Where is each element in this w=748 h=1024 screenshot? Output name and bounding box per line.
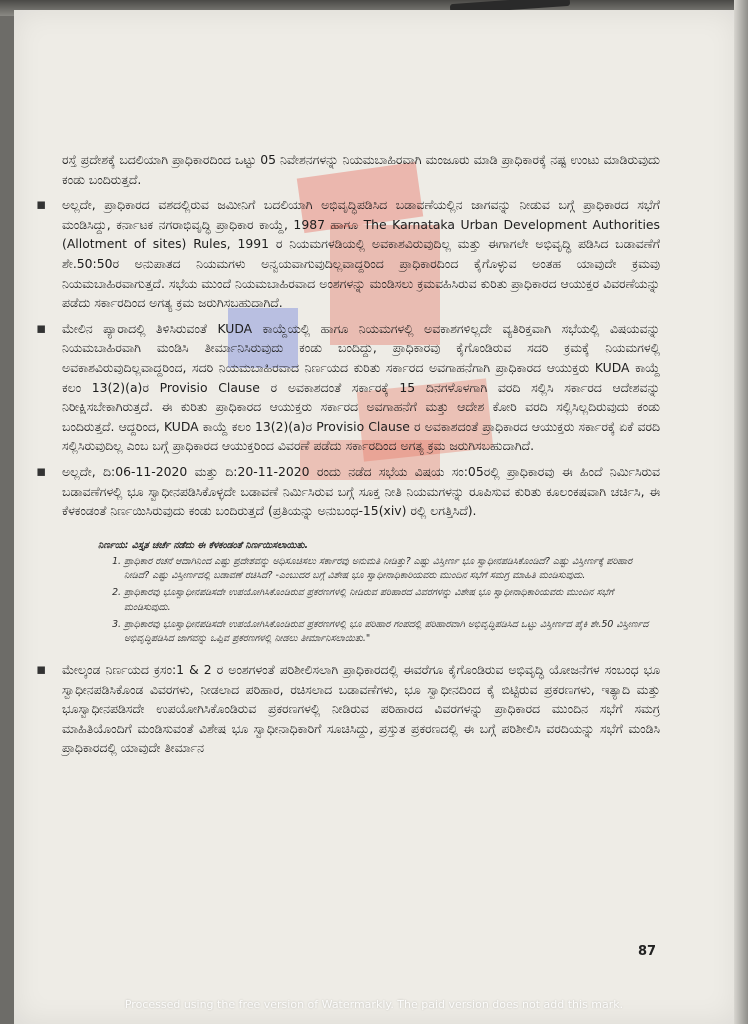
bullet-icon: ▪ (36, 195, 47, 214)
bullet-icon: ▪ (36, 461, 47, 480)
watermark-text: Processed using the free version of Watermarkly. The paid version does not add this mark. (124, 998, 624, 1011)
paragraph-text: ಮೇಲಿನ ಪ್ಯಾರಾದಲ್ಲಿ ತಿಳಿಸಿರುವಂತೆ KUDA ಕಾಯ್ದೆಯಲ್ಲಿ ಹಾಗೂ ನಿಯಮಗಳಲ್ಲಿ ಅವಕಾಶಗಳಿಲ್ಲದೇ ವ್ಯತಿರಿಕ್ತವಾಗಿ ಸಭೆಯಲ್ಲಿ ವಿಷಯವನ್ನು ನಿಯಮಬಾಹಿರವಾಗಿ ಮಂಡಿಸಿ ತೀರ್ಮಾನಿಸಿರುವುದು ಕಂಡು ಬಂದಿದ್ದು, ಪ್ರಾಧಿಕಾರವು ಕೈಗೊಂಡಿರುವ ಸದರಿ ಕ್ರಮಕ್ಕೆ ನಿಯಮಗಳಲ್ಲಿ ಅವಕಾಶವಿರುವುದಿಲ್ಲವಾದ್ದರಿಂದ, ಸದರಿ ನಿಯಮಬಾಹಿರವಾದ ನಿರ್ಣಯದ ಕುರಿತು ಸರ್ಕಾರದ ಅವಗಾಹನೆಗಾಗಿ ಪ್ರಾಧಿಕಾರದ ಆಯುಕ್ತರು KUDA ಕಾಯ್ದೆ ಕಲಂ 13(2)(a)ರ Provisio Clause ರ ಅವಕಾಶದಂತೆ ಸರ್ಕಾರಕ್ಕೆ 15 ದಿನಗಳೊಳಗಾಗಿ ವರದಿ ಸಲ್ಲಿಸಿ ಸರ್ಕಾರದ ಆದೇಶವನ್ನು ನಿರೀಕ್ಷಿಸಬೇಕಾಗಿರುತ್ತದೆ. ಈ ಕುರಿತು ಪ್ರಾಧಿಕಾರದ ಆಯುಕ್ತರು ಸರ್ಕಾರದ ಅವಗಾಹನೆಗೆ ಮತ್ತು ಆದೇಶ ಕೋರಿ ವರದಿ ಸಲ್ಲಿಸಿಲ್ಲದಿರುವುದು ಕಂಡು ಬಂದಿರುತ್ತದೆ. ಆದ್ದರಿಂದ, KUDA ಕಾಯ್ದೆ ಕಲಂ 13(2)(a)ರ Provisio Clause ರ ಅವಕಾಶದಂತೆ ಪ್ರಾಧಿಕಾರದ ಆಯುಕ್ತರು ಸರ್ಕಾರಕ್ಕೆ ಏಕೆ ವರದಿ ಸಲ್ಲಿಸಿರುವುದಿಲ್ಲ ಎಂಬ ಬಗ್ಗೆ ಪ್ರಾಧಿಕಾರದ ಆಯುಕ್ತರಿಂದ ವಿವರಣೆ ಪಡೆದು ಸರ್ಕಾರದಿಂದ ಅಗತ್ಯ ಕ್ರಮ ಜರುಗಿಸಬಹುದಾಗಿದೆ. (62, 320, 660, 454)
bullet-icon: ▪ (36, 318, 47, 337)
resolution-item: 2. ಪ್ರಾಧಿಕಾರವು ಭೂಸ್ವಾಧೀನಪಡಿಸದೇ ಉಪಯೋಗಿಸಿಕೊಂಡಿರುವ ಪ್ರಕರಣಗಳಲ್ಲಿ ನೀಡಿರುವ ಪರಿಹಾರದ ವಿವರಗಳನ್ನು ವಿಶೇಷ ಭೂ ಸ್ವಾಧೀನಾಧಿಕಾರಿಯವರು ಮುಂದಿನ ಸಭೆಗೆ ಮಂಡಿಸುವುದು. (124, 586, 660, 614)
page-number: 87 (638, 944, 657, 959)
paragraph-text: ಮೇಲ್ಕಂಡ ನಿರ್ಣಯದ ಕ್ರಸಂ:1 & 2 ರ ಅಂಶಗಳಂತೆ ಪರಿಶೀಲಿಸಲಾಗಿ ಪ್ರಾಧಿಕಾರದಲ್ಲಿ ಈವರೆಗೂ ಕೈಗೊಂಡಿರುವ ಅಭಿವೃದ್ಧಿ ಯೋಜನೆಗಳ ಸಂಬಂಧ ಭೂ ಸ್ವಾಧೀನಪಡಿಸಿಕೊಂಡ ವಿವರಗಳು, ನೀಡಲಾದ ಪರಿಹಾರ, ರಚಿಸಲಾದ ಬಡಾವಣೆಗಳು, ಭೂ ಸ್ವಾಧೀನದಿಂದ ಕೈ ಬಿಟ್ಟಿರುವ ಪ್ರಕರಣಗಳು, ಇತ್ಯಾದಿ ಮತ್ತು ಭೂಸ್ವಾಧೀನಪಡಿಸದೇ ಉಪಯೋಗಿಸಿಕೊಂಡಿರುವ ಪ್ರಕರಣಗಳಲ್ಲಿ ನೀಡಿರುವ ಪರಿಹಾರದ ವಿವರಗಳನ್ನು ಪ್ರಾಧಿಕಾರದ ಮುಂದಿನ ಸಭೆಗೆ ಸಮಗ್ರ ಮಾಹಿತಿಯೊಂದಿಗೆ ಮಂಡಿಸುವಂತೆ ವಿಶೇಷ ಭೂ ಸ್ವಾಧೀನಾಧಿಕಾರಿಗೆ ಸೂಚಿಸಿದ್ದು, ಪ್ರಸ್ತುತ ಪ್ರಕರಣದಲ್ಲಿ ಈ ಬಗ್ಗೆ ಪರಿಶೀಲಿಸಿ ವರದಿಯನ್ನು ಸಭೆಗೆ ಮಂಡಿಸಿ ಪ್ರಾಧಿಕಾರದಲ್ಲಿ ಯಾವುದೇ ತೀರ್ಮಾನ (62, 662, 660, 756)
paragraph-continued: ರಸ್ತೆ ಪ್ರದೇಶಕ್ಕೆ ಬದಲಿಯಾಗಿ ಪ್ರಾಧಿಕಾರದಿಂದ ಒಟ್ಟು 05 ನಿವೇಶನಗಳನ್ನು ನಿಯಮಬಾಹಿರವಾಗಿ ಮಂಜೂರು ಮಾಡಿ ಪ್ರಾಧಿಕಾರಕ್ಕೆ ನಷ್ಟ ಉಂಟು ಮಾಡಿರುವುದು ಕಂಡು ಬಂದಿರುತ್ತದೆ. (62, 152, 660, 187)
paragraph-text: ಅಲ್ಲದೇ, ದಿ:06-11-2020 ಮತ್ತು ದಿ:20-11-2020 ರಂದು ನಡೆದ ಸಭೆಯ ವಿಷಯ ಸಂ:05ರಲ್ಲಿ ಪ್ರಾಧಿಕಾರವು ಈ ಹಿಂದೆ ನಿರ್ಮಿಸಿರುವ ಬಡಾವಣೆಗಳಲ್ಲಿ ಭೂ ಸ್ವಾಧೀನಪಡಿಸಿಕೊಳ್ಳದೇ ಬಡಾವಣೆ ನಿರ್ಮಿಸಿರುವ ಬಗ್ಗೆ ಸೂಕ್ತ ನೀತಿ ನಿಯಮಗಳನ್ನು ರೂಪಿಸುವ ಕುರಿತು ಕೂಲಂಕಷವಾಗಿ ಚರ್ಚಿಸಿ, ಈ ಕೆಳಕಂಡಂತೆ ನಿರ್ಣಯಿಸಿರುವುದು ಕಂಡು ಬಂದಿರುತ್ತದೆ (ಪ್ರತಿಯನ್ನು ಅನುಬಂಧ-15(xiv) ರಲ್ಲಿ ಲಗತ್ತಿಸಿದೆ). (62, 463, 660, 519)
resolution-list (98, 555, 660, 646)
resolution-item: 1. ಪ್ರಾಧಿಕಾರ ರಚನೆ ಆದಾಗಿನಿಂದ ಎಷ್ಟು ಪ್ರದೇಶವನ್ನು ಅಧಿಸೂಚಿಸಲು ಸರ್ಕಾರವು ಅನುಮತಿ ನೀಡಿತ್ತು? ಎಷ್ಟು ವಿಸ್ತೀರ್ಣ ಭೂ ಸ್ವಾಧೀನಪಡಿಸಿಕೊಂಡಿದೆ? ಎಷ್ಟು ವಿಸ್ತೀರ್ಣಕ್ಕೆ ಪರಿಹಾರ ನೀಡಿದೆ? ಎಷ್ಟು ವಿಸ್ತೀರ್ಣದಲ್ಲಿ ಬಡಾವಣೆ ರಚಿಸಿದೆ? -ಎಂಬುದರ ಬಗ್ಗೆ ವಿಶೇಷ ಭೂ ಸ್ವಾಧೀನಾಧಿಕಾರಿಯವರು ಮುಂದಿನ ಸಭೆಗೆ ಸಮಗ್ರ ಮಾಹಿತಿ ಮಂಡಿಸುವುದು. (124, 555, 660, 583)
bullet-paragraph-3 (36, 461, 660, 521)
document-body (36, 150, 660, 764)
resolution-heading: ನಿರ್ಣಯ: ವಿಸ್ತೃತ ಚರ್ಚೆ ನಡೆದು ಈ ಕೆಳಕಂಡಂತೆ ನಿರ್ಣಯಿಸಲಾಯಿತು. (98, 539, 309, 551)
paragraph-text: ಅಲ್ಲದೇ, ಪ್ರಾಧಿಕಾರದ ವಶದಲ್ಲಿರುವ ಜಮೀನಿಗೆ ಬದಲಿಯಾಗಿ ಅಭಿವೃದ್ಧಿಪಡಿಸಿದ ಬಡಾವಣೆಯಲ್ಲಿನ ಜಾಗವನ್ನು ನೀಡುವ ಬಗ್ಗೆ ಪ್ರಾಧಿಕಾರದ ಸಭೆಗೆ ಮಂಡಿಸಿದ್ದು, ಕರ್ನಾಟಕ ನಗರಾಭಿವೃದ್ಧಿ ಪ್ರಾಧಿಕಾರ ಕಾಯ್ದೆ, 1987 ಹಾಗೂ The Karnataka Urban Development Authorities (Allotment of sites) Rules, 1991 ರ ನಿಯಮಗಳಡಿಯಲ್ಲಿ ಅವಕಾಶವಿರುವುದಿಲ್ಲ ಮತ್ತು ಈಗಾಗಲೇ ಅಭಿವೃದ್ಧಿ ಪಡಿಸಿದ ಬಡಾವಣೆಗೆ ಶೇ.50:50ರ ಅನುಪಾತದ ನಿಯಮಗಳು ಅನ್ವಯವಾಗುವುದಿಲ್ಲವಾದ್ದರಿಂದ ಪ್ರಾಧಿಕಾರದಿಂದ ಕೈಗೊಳ್ಳುವ ಅಂತಹ ಯಾವುದೇ ಕ್ರಮವು ನಿಯಮಬಾಹಿರವಾಗುತ್ತದೆ. ಸಭೆಯ ಮುಂದೆ ನಿಯಮಬಾಹಿರವಾದ ಅಂಶಗಳನ್ನು ಮಂಡಿಸಲು ಕ್ರಮವಹಿಸಿರುವ ಕುರಿತು ಪ್ರಾಧಿಕಾರದ ಆಯುಕ್ತರ ವಿವರಣೆಯನ್ನು ಪಡೆದು ಸರ್ಕಾರದಿಂದ ಅಗತ್ಯ ಕ್ರಮ ಜರುಗಿಸಬಹುದಾಗಿದೆ. (62, 197, 660, 311)
bullet-icon: ▪ (36, 660, 47, 679)
bullet-paragraph-2 (36, 318, 660, 456)
resolution-excerpt (98, 539, 660, 646)
bullet-paragraph-4 (36, 660, 660, 758)
right-edge-shadow (734, 0, 748, 1024)
resolution-item: 3. ಪ್ರಾಧಿಕಾರವು ಭೂಸ್ವಾಧೀನಪಡಿಸದೇ ಉಪಯೋಗಿಸಿಕೊಂಡಿರುವ ಪ್ರಕರಣಗಳಲ್ಲಿ ಭೂ ಪರಿಹಾರ ಗಂಪದಲ್ಲಿ ಪರಿಹಾರವಾಗಿ ಅಭಿವೃದ್ಧಿಪಡಿಸಿದ ಒಟ್ಟು ವಿಸ್ತೀರ್ಣದ ಪೈಕಿ ಶೇ.50 ವಿಸ್ತೀರ್ಣದ ಅಭಿವೃದ್ಧಿಪಡಿಸಿದ ಜಾಗವನ್ನು ಒಪ್ಪಿವ ಪ್ರಕರಣಗಳಲ್ಲಿ ನೀಡಲು ತೀರ್ಮಾನಿಸಲಾಯಿತು." (124, 618, 660, 646)
bullet-paragraph-1 (36, 195, 660, 313)
